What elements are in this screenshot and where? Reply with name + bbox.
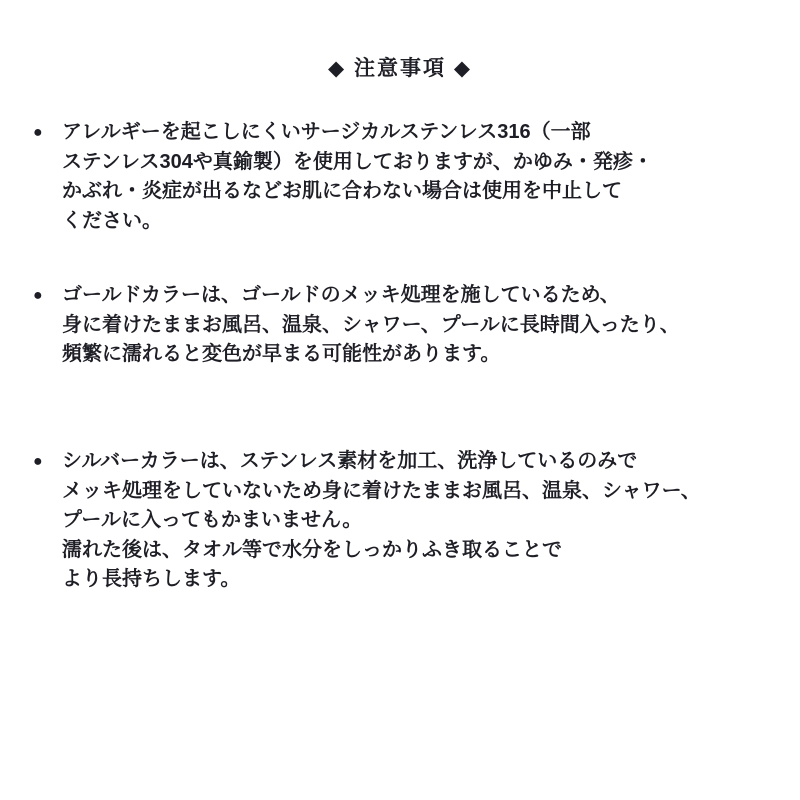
bullet-icon: ● [33, 287, 43, 304]
note-silver-color [33, 447, 701, 595]
note-line: ステンレス304や真鍮製）を使用しておりますが、かゆみ・発疹・ [62, 150, 653, 173]
note-allergy [33, 118, 653, 236]
note-gold-color [33, 281, 680, 370]
bullet-icon: ● [33, 124, 43, 141]
note-line: 身に着けたままお風呂、温泉、シャワー、プールに長時間入ったり、 [62, 313, 680, 336]
note-text [62, 447, 701, 595]
bullet-icon: ● [33, 453, 43, 470]
note-line: ください。 [62, 209, 162, 232]
note-line: メッキ処理をしていないため身に着けたままお風呂、温泉、シャワー、 [62, 479, 701, 502]
note-line: 濡れた後は、タオル等で水分をしっかりふき取ることで [62, 538, 562, 561]
note-line: プールに入ってもかまいません。 [62, 509, 363, 532]
note-line: アレルギーを起こしにくいサージカルステンレス316（一部 [62, 121, 591, 143]
note-line: より長持ちします。 [62, 568, 241, 591]
page-title: ◆ 注意事項 ◆ [328, 57, 472, 80]
note-line: かぶれ・炎症が出るなどお肌に合わない場合は使用を中止して [62, 180, 622, 203]
note-line: 頻繁に濡れると変色が早まる可能性があります。 [62, 343, 501, 366]
note-text [62, 281, 680, 370]
note-line: シルバーカラーは、ステンレス素材を加工、洗浄しているのみで [62, 450, 638, 472]
note-text [62, 118, 653, 236]
note-line: ゴールドカラーは、ゴールドのメッキ処理を施しているため、 [62, 284, 620, 306]
